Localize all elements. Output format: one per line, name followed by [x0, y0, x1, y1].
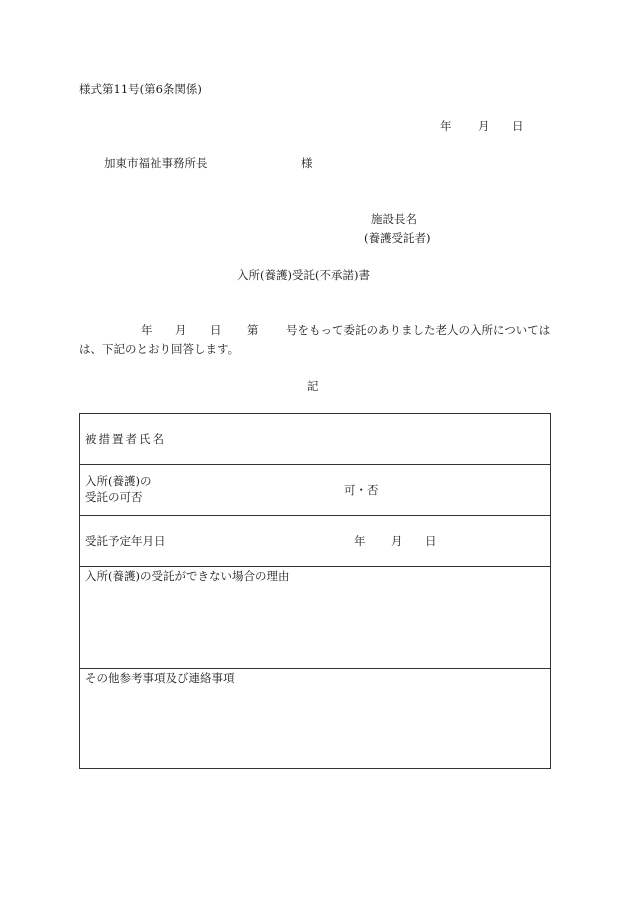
date-month-cell: 月: [391, 534, 403, 548]
body-number-prefix: 第: [247, 323, 259, 337]
table-row-reason: [80, 567, 550, 669]
date-day: 日: [512, 119, 524, 133]
date-day-cell: 日: [425, 534, 437, 548]
table-row-acceptance: [80, 465, 550, 516]
label-acceptance-line2: 受託の可否: [85, 490, 143, 504]
label-other-notes: その他参考事項及び連絡事項: [85, 671, 235, 685]
body-line1-rest: 号をもって委託のありました老人の入所については: [286, 323, 551, 337]
body-day: 日: [210, 323, 222, 337]
body-month: 月: [175, 323, 187, 337]
label-person-name: 被措置者氏名: [85, 432, 166, 446]
date-month: 月: [478, 119, 490, 133]
sender-role: (養護受託者): [364, 231, 431, 245]
date-year-cell: 年: [354, 534, 366, 548]
table-row-date: [80, 516, 550, 567]
table-row-name: [80, 414, 550, 465]
addressee-office: 加東市福祉事務所長: [104, 156, 208, 170]
addressee-honorific: 様: [301, 156, 313, 170]
date-year: 年: [440, 119, 452, 133]
document-title: 入所(養護)受託(不承諾)書: [237, 268, 370, 282]
label-acceptance-line1: 入所(養護)の: [85, 474, 152, 488]
label-refusal-reason: 入所(養護)の受託ができない場合の理由: [85, 569, 290, 583]
label-scheduled-date: 受託予定年月日: [85, 534, 166, 548]
body-line-2: は、下記のとおり回答します。: [79, 342, 240, 356]
body-year: 年: [141, 323, 153, 337]
table-row-notes: [80, 669, 550, 770]
form-table: [79, 413, 551, 769]
form-number: 様式第11号(第6条関係): [79, 82, 202, 96]
sender-title: 施設長名: [371, 212, 417, 226]
ki-marker: 記: [307, 379, 319, 393]
value-acceptance: 可・否: [344, 483, 379, 497]
